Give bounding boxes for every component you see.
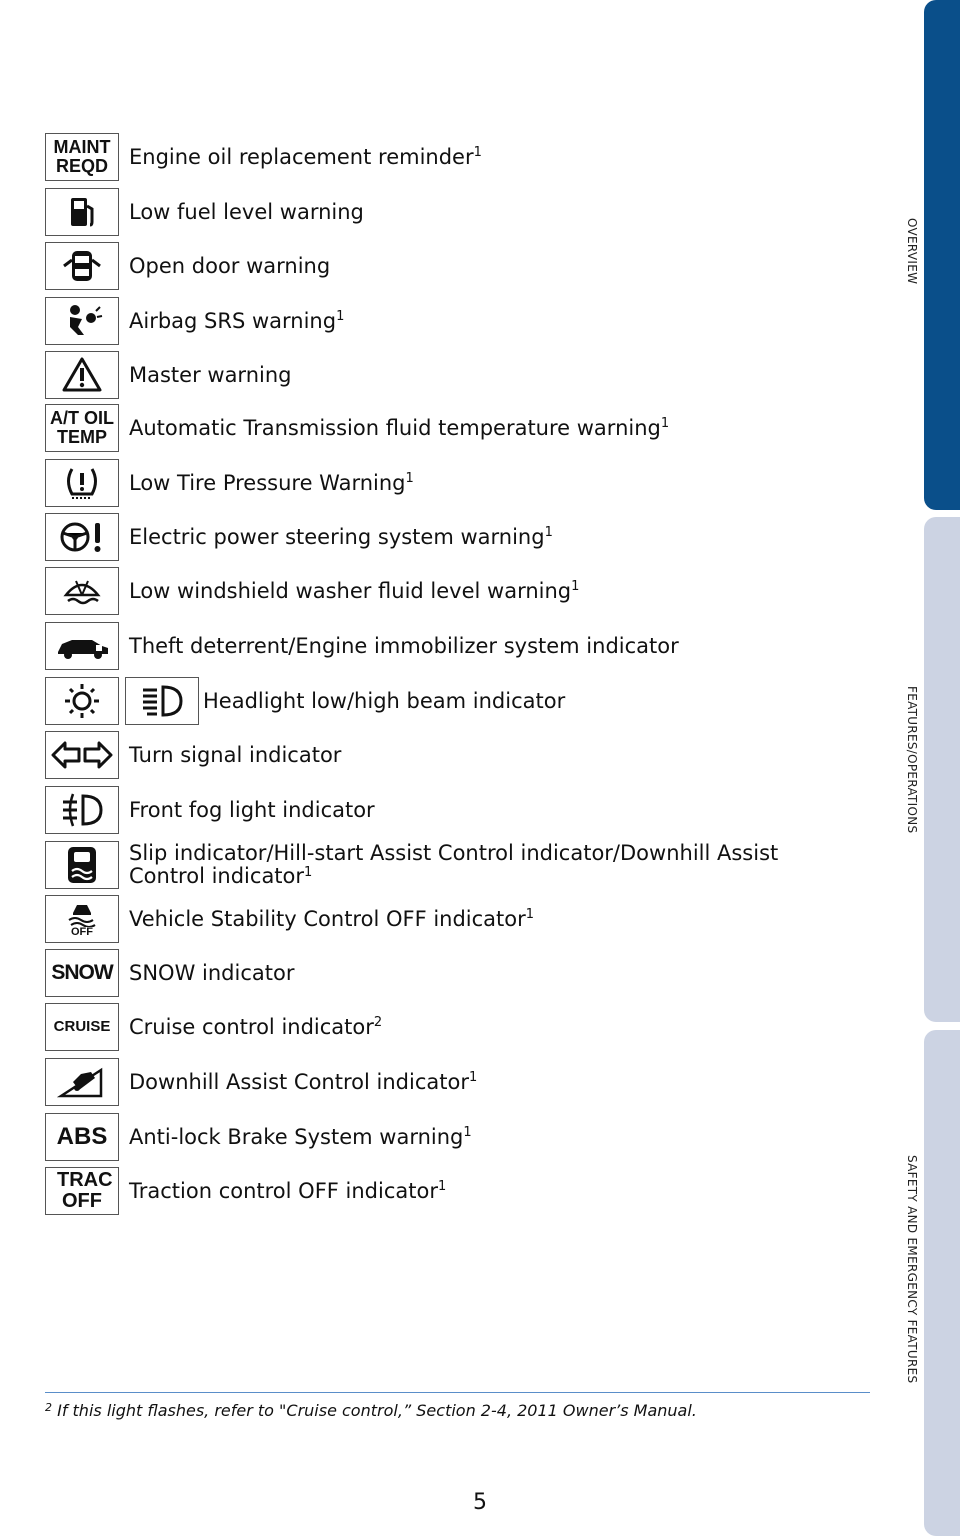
- abs-icon: ABS: [45, 1113, 119, 1161]
- footnote: [45, 1392, 870, 1420]
- indicator-label: Theft deterrent/Engine immobilizer system indicator: [129, 634, 679, 658]
- indicator-label: SNOW indicator: [129, 961, 295, 985]
- high-beam-icon: [125, 677, 199, 725]
- indicator-row: [45, 241, 330, 291]
- footnote-ref: 1: [468, 1070, 478, 1085]
- indicator-row: [45, 785, 375, 835]
- indicator-label: Front fog light indicator: [129, 798, 375, 822]
- indicator-row: [45, 1057, 477, 1107]
- footnote-ref: 1: [473, 145, 482, 160]
- indicator-label: Open door warning: [129, 254, 331, 278]
- footnote-ref: 1: [336, 309, 345, 324]
- indicator-row: [45, 1002, 382, 1052]
- indicator-row: [45, 458, 414, 508]
- headlight-icon: [45, 677, 119, 725]
- indicator-label: Master warning: [129, 363, 292, 387]
- tab-safety-emergency[interactable]: [924, 1030, 960, 1536]
- indicator-label: Low Tire Pressure Warning: [129, 471, 406, 495]
- indicator-row: [45, 1166, 446, 1216]
- at-oil-temp-icon: A/T OIL TEMP: [45, 404, 119, 452]
- footnote-ref: 2: [373, 1015, 383, 1030]
- tab-overview[interactable]: [924, 0, 960, 510]
- indicator-row: [45, 621, 679, 671]
- snow-icon: SNOW: [45, 949, 119, 997]
- footnote-text: If this light flashes, refer to "Cruise control,” Section 2-4, 2011 Owner’s Manual.: [57, 1401, 697, 1420]
- fuel-pump-icon: [45, 188, 119, 236]
- indicator-row: [45, 840, 849, 890]
- indicator-label: Cruise control indicator: [129, 1015, 374, 1039]
- indicator-row: [45, 187, 364, 237]
- indicator-label: Vehicle Stability Control OFF indicator: [129, 907, 526, 931]
- indicator-label: Downhill Assist Control indicator: [129, 1070, 469, 1094]
- indicator-row: [45, 894, 534, 944]
- indicator-row: [45, 350, 291, 400]
- theft-deterrent-icon: [45, 622, 119, 670]
- indicator-row: [45, 1112, 472, 1162]
- side-label-features-operations: FEATURES/OPERATIONS: [905, 686, 919, 834]
- indicator-row: [45, 566, 579, 616]
- master-warning-icon: [45, 351, 119, 399]
- indicator-row: [45, 512, 553, 562]
- downhill-assist-icon: [45, 1058, 119, 1106]
- footnote-ref: 1: [304, 865, 313, 880]
- fog-light-icon: [45, 786, 119, 834]
- footnote-ref: 1: [463, 1125, 472, 1140]
- side-label-safety-emergency: SAFETY AND EMERGENCY FEATURES: [905, 1155, 919, 1384]
- open-door-icon: [45, 242, 119, 290]
- indicator-label: Low windshield washer fluid level warning: [129, 579, 572, 603]
- indicator-row: [45, 403, 669, 453]
- indicator-row: [45, 676, 565, 726]
- indicator-row: [45, 296, 344, 346]
- washer-fluid-icon: [45, 567, 119, 615]
- footnote-ref: 1: [660, 416, 670, 431]
- indicator-row: [45, 730, 341, 780]
- footnote-ref: 1: [405, 471, 414, 486]
- indicator-label: Automatic Transmission fluid temperature warning: [129, 416, 661, 440]
- vsc-off-icon: OFF: [45, 895, 119, 943]
- footnote-marker: 2: [45, 1401, 52, 1414]
- indicator-label: Engine oil replacement reminder: [129, 145, 474, 169]
- indicator-row: [45, 948, 294, 998]
- slip-indicator-icon: [45, 841, 119, 889]
- page-number: 5: [473, 1490, 487, 1515]
- tire-pressure-icon: [45, 459, 119, 507]
- tab-features-operations[interactable]: [924, 517, 960, 1022]
- indicator-label: Headlight low/high beam indicator: [203, 689, 566, 713]
- footnote-ref: 1: [571, 579, 580, 594]
- indicator-label: Traction control OFF indicator: [129, 1179, 438, 1203]
- footnote-ref: 1: [544, 525, 553, 540]
- trac-off-icon: TRAC OFF: [45, 1167, 119, 1215]
- maint-reqd-icon: MAINT REQD: [45, 133, 119, 181]
- indicator-label: Low fuel level warning: [129, 200, 364, 224]
- indicator-label: Electric power steering system warning: [129, 525, 545, 549]
- indicator-label: Turn signal indicator: [129, 743, 342, 767]
- indicator-row: [45, 132, 482, 182]
- power-steering-icon: [45, 513, 119, 561]
- footnote-ref: 1: [525, 907, 535, 922]
- indicator-label: Airbag SRS warning: [129, 309, 337, 333]
- cruise-icon: CRUISE: [45, 1003, 119, 1051]
- indicator-label: Anti-lock Brake System warning: [129, 1125, 464, 1149]
- side-label-overview: OVERVIEW: [905, 218, 919, 285]
- indicator-label: Slip indicator/Hill-start Assist Control indicator/Downhill Assist Control indicator: [129, 841, 779, 888]
- turn-signal-icon: [45, 731, 119, 779]
- airbag-icon: [45, 297, 119, 345]
- footnote-ref: 1: [437, 1179, 447, 1194]
